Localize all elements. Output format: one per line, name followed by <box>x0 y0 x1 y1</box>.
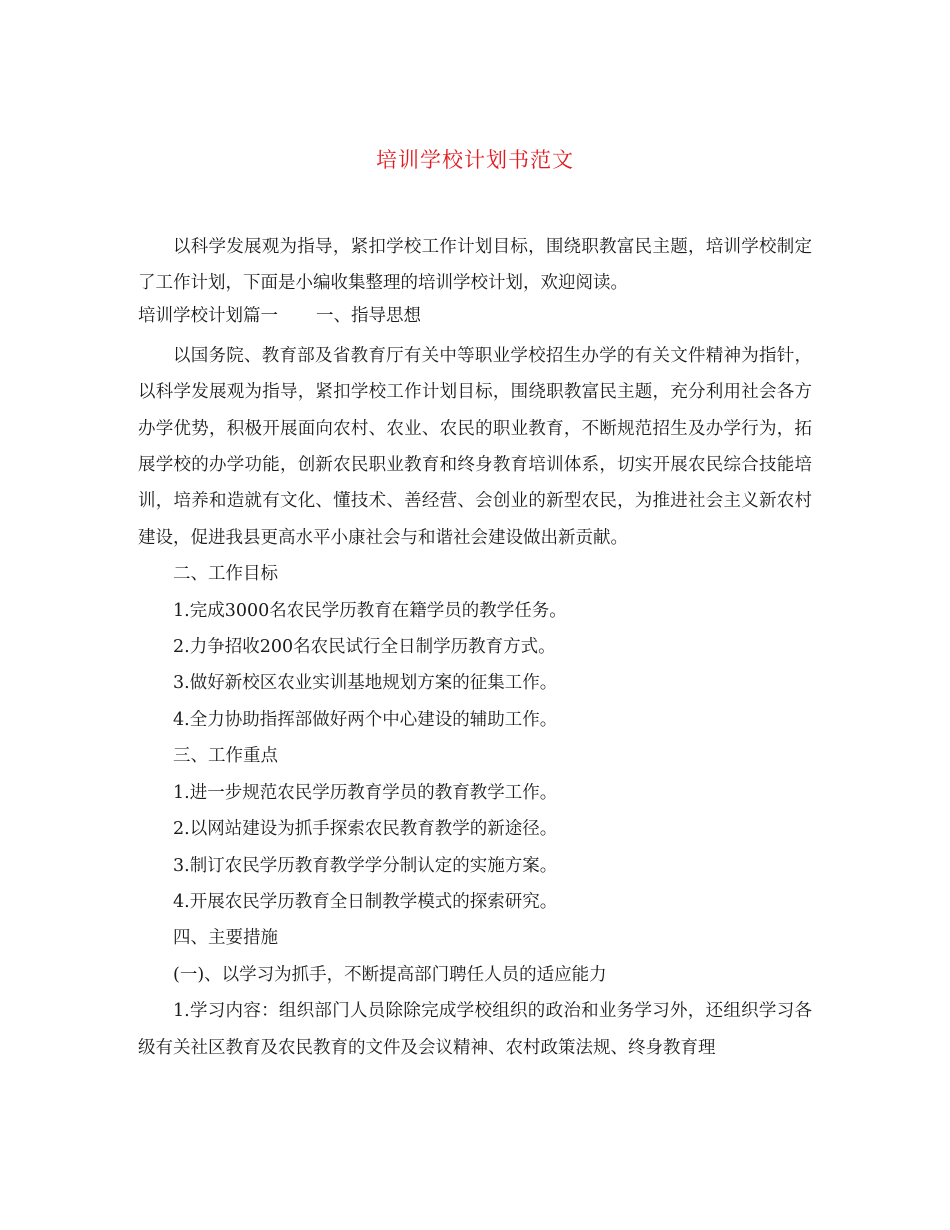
section1-heading: 一、指导思想 <box>316 305 421 326</box>
goal-item-3: 3.做好新校区农业实训基地规划方案的征集工作。 <box>173 673 558 694</box>
measure1-item1: 1.学习内容：组织部门人员除除完成学校组织的政治和业务学习外，还组织学习各级有关社区教育及农民教育的文件及会议精神、农村政策法规、终身教育理 <box>138 1001 812 1058</box>
measure1-heading: (一)、以学习为抓手，不断提高部门聘任人员的适应能力 <box>173 964 607 985</box>
document-body <box>138 229 812 1066</box>
goal-item-1: 1.完成3000名农民学历教育在籍学员的教学任务。 <box>173 600 567 621</box>
focus-item-4: 4.开展农民学历教育全日制教学模式的探索研究。 <box>173 891 558 912</box>
focus-item-3: 3.制订农民学历教育教学学分制认定的实施方案。 <box>173 855 558 876</box>
focus-item-1: 1.进一步规范农民学历教育学员的教育教学工作。 <box>173 782 558 803</box>
section-label: 培训学校计划篇一 <box>138 305 278 326</box>
goal-item-4: 4.全力协助指挥部做好两个中心建设的辅助工作。 <box>173 709 558 730</box>
section-label-row <box>138 302 812 331</box>
document-title: 培训学校计划书范文 <box>376 148 574 172</box>
section2-heading: 二、工作目标 <box>173 564 278 585</box>
section4-heading: 四、主要措施 <box>173 928 278 949</box>
goal-item-2: 2.力争招收200名农民试行全日制学历教育方式。 <box>173 637 556 658</box>
intro-paragraph: 以科学发展观为指导，紧扣学校工作计划目标，围绕职教富民主题，培训学校制定了工作计划，下面是小编收集整理的培训学校计划，欢迎阅读。 <box>138 237 812 294</box>
section3-heading: 三、工作重点 <box>173 746 278 767</box>
focus-item-2: 2.以网站建设为抓手探索农民教育教学的新途径。 <box>173 819 558 840</box>
guiding-paragraph: 以国务院、教育部及省教育厅有关中等职业学校招生办学的有关文件精神为指针，以科学发展观为指导，紧扣学校工作计划目标，围绕职教富民主题，充分利用社会各方办学优势，积极开展面向农村、农业、农民的职业教育，不断规范招生及办学行为，拓展学校的办学功能，创新农民职业教育和终身教育培训体系，切实开展农民综合技能培训，培养和造就有文化、懂技术、善经营、会创业的新型农民，为推进社会主义新农村建设，促进我县更高水平小康社会与和谐社会建设做出新贡献。 <box>138 345 812 548</box>
